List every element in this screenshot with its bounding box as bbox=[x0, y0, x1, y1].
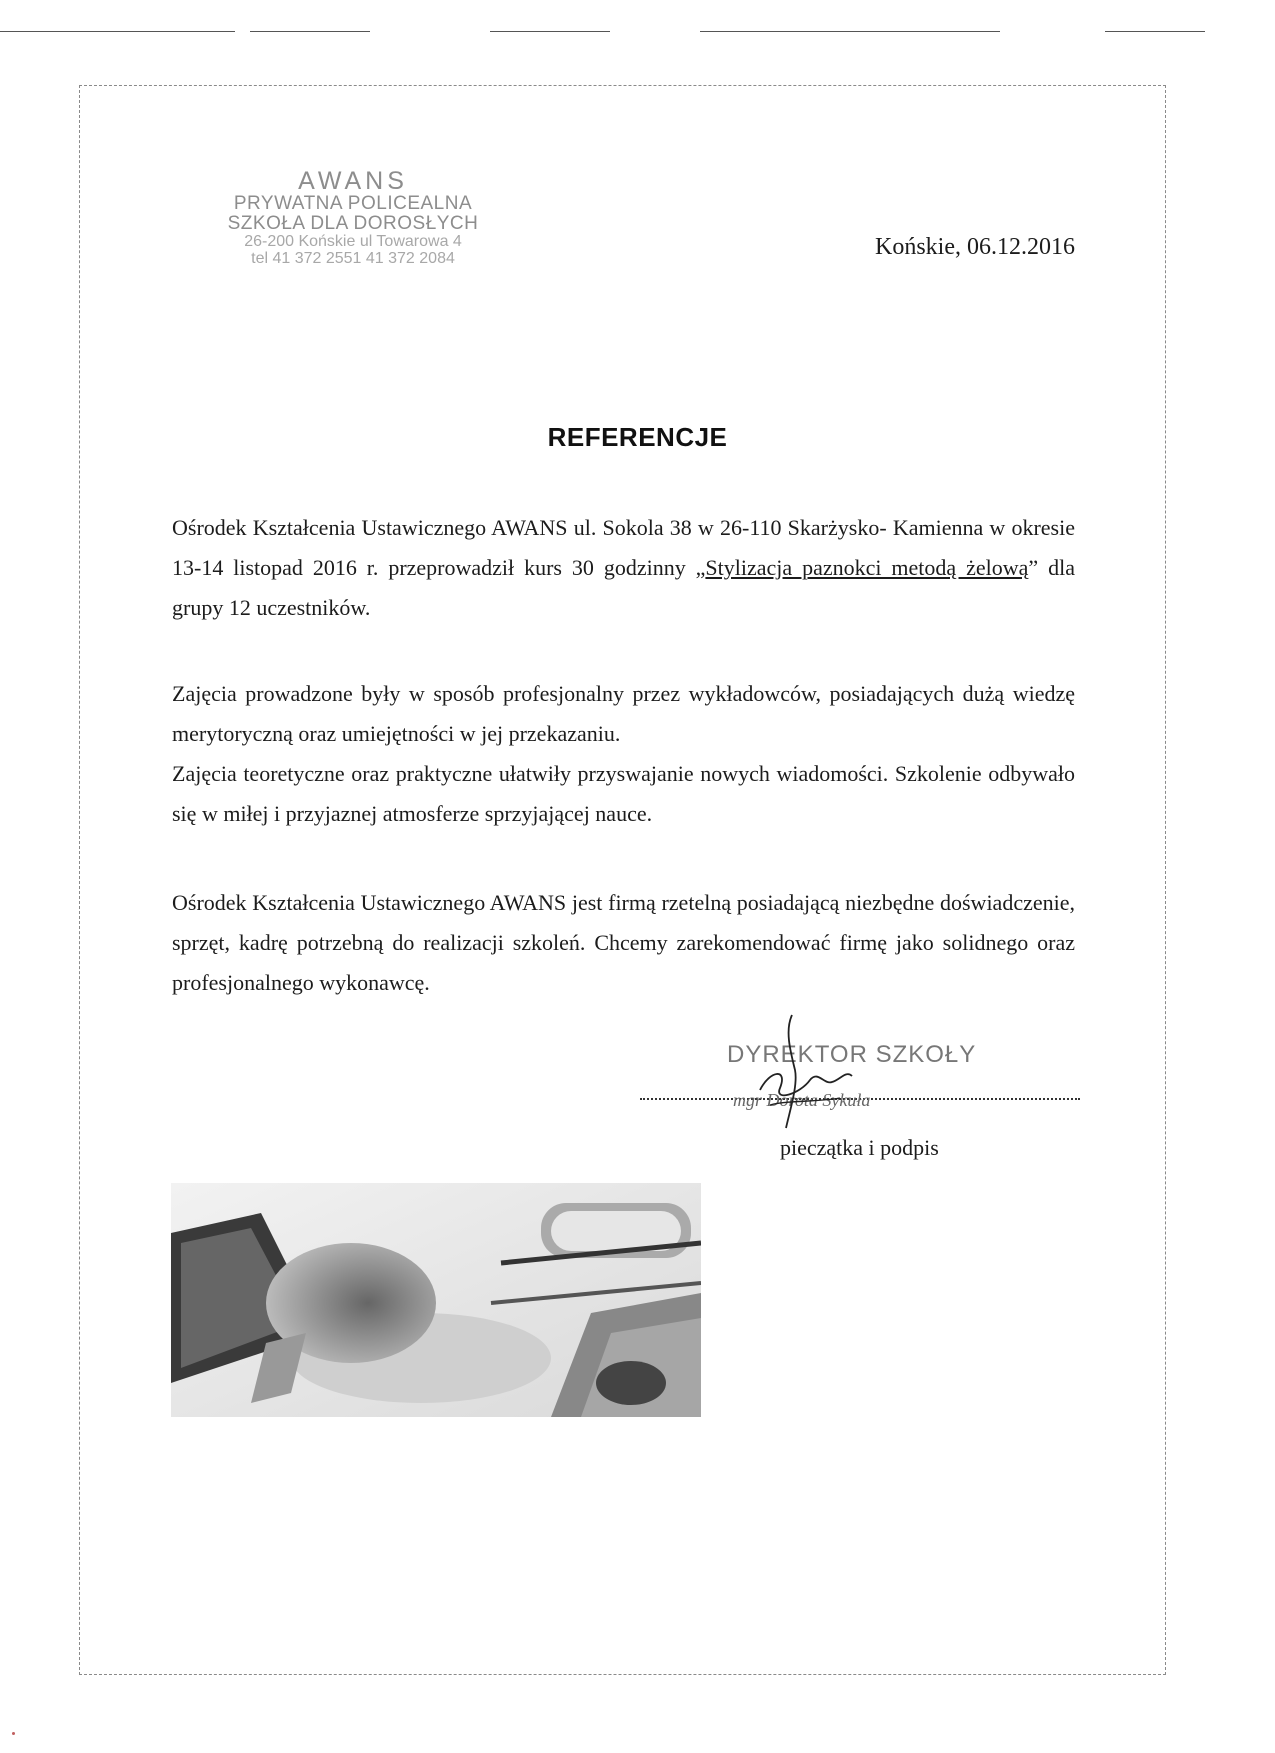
page-border bbox=[79, 85, 1166, 1675]
paragraph-3: Zajęcia teoretyczne oraz praktyczne ułatwiły przyswajanie nowych wiadomości. Szkolenie odbywało się w miłej i przyjaznej atmosferze sprzyjającej nauce. bbox=[172, 761, 1075, 826]
paragraph-2: Zajęcia prowadzone były w sposób profesjonalny przez wykładowców, posiadających dużą wiedzę merytoryczną oraz umiejętności w jej przekazaniu. bbox=[172, 681, 1075, 746]
stamp-name: AWANS bbox=[298, 167, 408, 195]
paragraph-1-text: Ośrodek Kształcenia Ustawicznego AWANS ul. Sokola 38 w 26-110 Skarżysko- Kamienna w okresie 13-14 listopad 2016 r. przeprowadził kurs 30 godzinny „ bbox=[172, 515, 1075, 580]
makeup-brushes-image bbox=[171, 1183, 701, 1417]
scan-top-line bbox=[0, 31, 235, 32]
stamp-address: 26-200 Końskie ul Towarowa 4 bbox=[244, 233, 462, 251]
document-date: Końskie, 06.12.2016 bbox=[875, 234, 1075, 260]
stamp-phone: tel 41 372 2551 41 372 2084 bbox=[251, 249, 455, 267]
stamp-line-1: PRYWATNA POLICEALNA bbox=[233, 193, 473, 215]
signature-title: DYREKTOR SZKOŁY bbox=[727, 1041, 977, 1068]
stamp-line-2: SZKOŁA DLA DOROSŁYCH bbox=[227, 213, 479, 235]
signature-caption: pieczątka i podpis bbox=[780, 1135, 939, 1160]
signature-name: mgr Dorota Sykuła bbox=[733, 1090, 871, 1110]
scan-top-line bbox=[700, 31, 1000, 32]
scan-top-line bbox=[1105, 31, 1205, 32]
paragraph-1 bbox=[172, 508, 1075, 628]
scan-top-line bbox=[250, 31, 370, 32]
paragraph-4: Ośrodek Kształcenia Ustawicznego AWANS jest firmą rzetelną posiadającą niezbędne doświadczenie, sprzęt, kadrę potrzebną do realizacji szkoleń. Chcemy zarekomendować firmę jako solidnego oraz profesjonalnego wykonawcę. bbox=[172, 890, 1075, 995]
page-title: REFERENCJE bbox=[547, 422, 728, 452]
handwritten-signature bbox=[740, 1010, 860, 1130]
school-stamp bbox=[188, 168, 518, 268]
scan-top-line bbox=[490, 31, 610, 32]
scan-speck bbox=[12, 1732, 15, 1735]
course-name: Stylizacja paznokci metodą żelową bbox=[705, 555, 1029, 580]
paragraph-1-end: ” dla grupy 12 uczestników. bbox=[172, 555, 1075, 620]
